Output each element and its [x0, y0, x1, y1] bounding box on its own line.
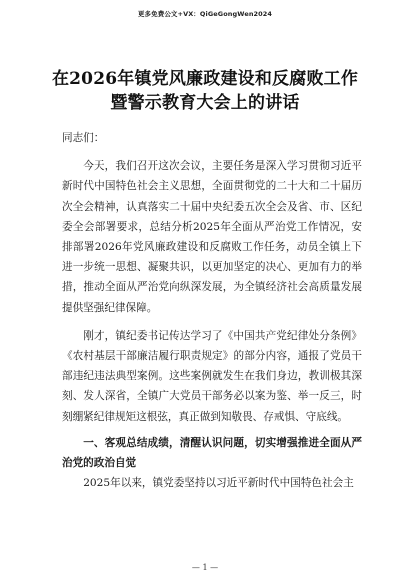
document-body: [62, 128, 362, 493]
page-number: — 1 —: [191, 563, 219, 572]
salutation: 同志们：: [62, 132, 105, 144]
top-banner: 更多免费公文+VX：QiGeGongWen2024: [137, 10, 273, 18]
section-heading-1: 一、客观总结成绩，清醒认识问题，切实增强推进全面从严治党的政治自觉: [62, 436, 362, 470]
paragraph-opening: 今天，我们召开这次会议，主要任务是深入学习贯彻习近平新时代中国特色社会主义思想，全面贯彻党的二十大和二十届历次全会精神，认真落实二十届中央纪委五次全会及省、市、区纪委全会部署要求，总结分析2025年全面从严治党工作情况，安排部署2026年党风廉政建设和反腐败工作任务，动员全镇上下进一步统一思想、凝聚共识，以更加坚定的决心、更加有力的举措，推动全面从严治党向纵深发展，为全镇经济社会高质量发展提供坚强纪律保障。: [62, 160, 362, 314]
paragraph-section-1: 2025年以来，镇党委坚持以习近平新时代中国特色社会主: [83, 477, 354, 490]
paragraph-cases: 刚才，镇纪委书记传达学习了《中国共产党纪律处分条例》《农村基层干部廉洁履行职责规定》的部分内容，通报了党员干部违纪违法典型案例。这些案例就发生在我们身边，教训极其深刻、发人深省，全镇广大党员干部务必以案为鉴、举一反三，时刻绷紧纪律规矩这根弦，真正做到知敬畏、存戒惧、守底线。: [62, 329, 362, 423]
document-title-line-2: 暨警示教育大会上的讲话: [110, 93, 300, 113]
document-title-line-1: 在2026年镇党风廉政建设和反腐败工作: [51, 69, 359, 89]
